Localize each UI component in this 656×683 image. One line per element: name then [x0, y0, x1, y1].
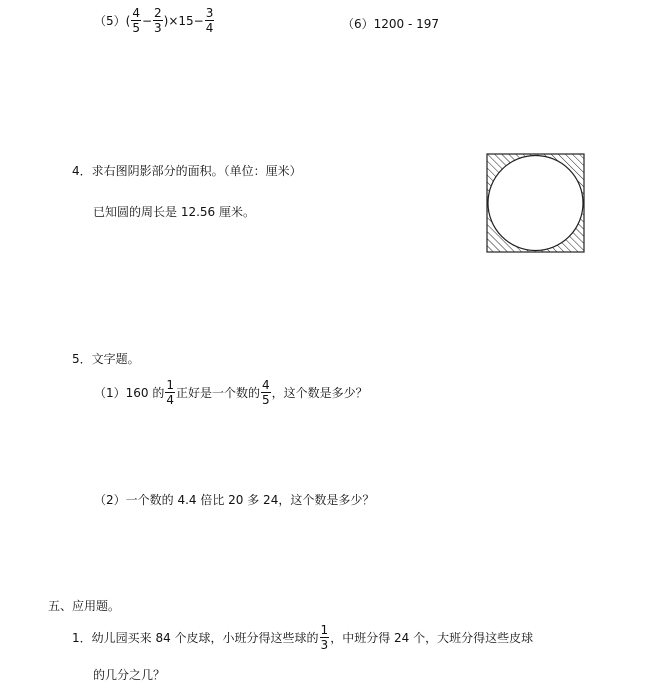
fraction: $\frac{4}{5}$	[132, 6, 140, 35]
close-times-text: )×15−	[163, 13, 204, 28]
question-4-given: 已知圆的周长是 12.56 厘米。	[93, 205, 255, 219]
section-5-question-1-line-2: 的几分之几？	[93, 668, 166, 682]
question-5-part-1	[94, 378, 368, 407]
fraction: $\frac{1}{3}$	[320, 623, 329, 652]
section-5-question-1	[72, 623, 533, 652]
minus-sign: −	[141, 13, 153, 28]
problem-5	[94, 6, 215, 35]
question-5-part-2: （2）一个数的 4.4 倍比 20 多 24，这个数是多少？	[94, 493, 375, 507]
problem-5-label: （5）	[94, 14, 126, 28]
open-paren: (	[125, 13, 131, 28]
part-1-suffix: ，这个数是多少？	[271, 386, 368, 400]
problem-6: （6）1200 - 197	[342, 17, 440, 31]
fraction: $\frac{4}{5}$	[262, 378, 270, 407]
section-5-title: 五、应用题。	[48, 599, 121, 613]
inscribed-circle	[488, 156, 583, 251]
question-1-suffix: ，中班分得 24 个，大班分得这些皮球	[330, 631, 534, 645]
fraction: $\frac{2}{3}$	[154, 6, 162, 35]
part-1-middle: 正好是一个数的	[176, 386, 261, 400]
question-1-prefix: 1．幼儿园买来 84 个皮球，小班分得这些球的	[72, 631, 319, 645]
fraction: $\frac{3}{4}$	[205, 6, 214, 35]
question-5-title: 5．文字题。	[72, 352, 140, 366]
part-1-prefix: （1）160 的	[94, 386, 165, 400]
circle-in-square-figure	[486, 153, 586, 254]
fraction: $\frac{1}{4}$	[166, 378, 174, 407]
question-4-title: 4．求右图阴影部分的面积。（单位：厘米）	[72, 164, 302, 178]
